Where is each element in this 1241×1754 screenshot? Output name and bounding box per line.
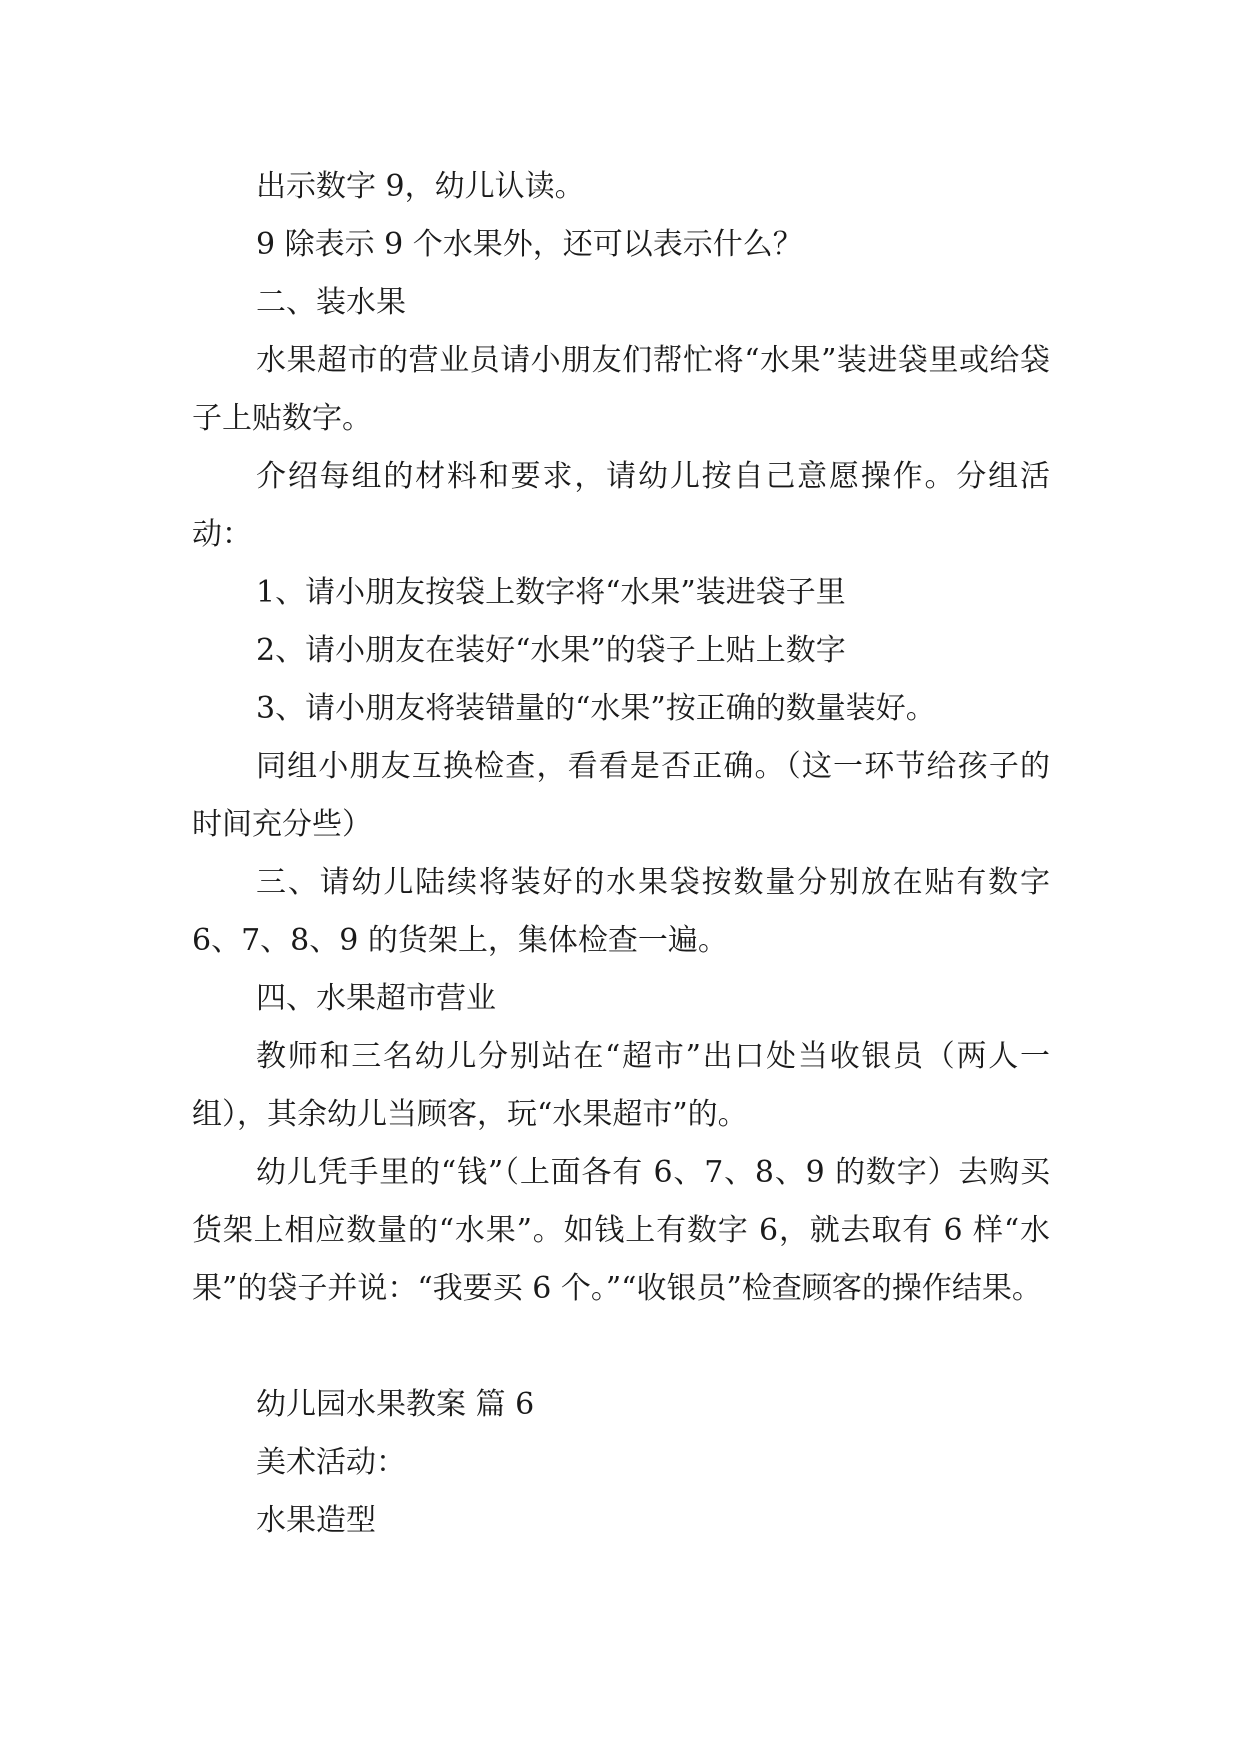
activity-type: 美术活动： bbox=[256, 1445, 406, 1480]
activity-name: 水果造型 bbox=[256, 1503, 376, 1538]
paragraph-question: 9 除表示 9 个水果外，还可以表示什么？ bbox=[256, 227, 803, 262]
section-heading-supermarket: 四、水果超市营业 bbox=[256, 981, 496, 1016]
list-item-3: 3、请小朋友将装错量的“水果”按正确的数量装好。 bbox=[256, 691, 936, 726]
section-heading-pack-fruit: 二、装水果 bbox=[256, 285, 406, 320]
paragraph-buying: 幼儿凭手里的“钱”（上面各有 6、7、8、9 的数字）去购买货架上相应数量的“水果”。如钱上有数字 6，就去取有 6 样“水果”的袋子并说：“我要买 6 个。”“收银员”检查顾客的操作结果。 bbox=[192, 1155, 1050, 1306]
paragraph-cashier: 教师和三名幼儿分别站在“超市”出口处当收银员（两人一组），其余幼儿当顾客，玩“水果超市”的。 bbox=[192, 1039, 1050, 1132]
paragraph-group-intro: 介绍每组的材料和要求，请幼儿按自己意愿操作。分组活动： bbox=[192, 459, 1050, 552]
paragraph-show-number: 出示数字 9，幼儿认读。 bbox=[256, 169, 585, 204]
list-item-2: 2、请小朋友在装好“水果”的袋子上贴上数字 bbox=[256, 633, 846, 668]
section-heading-shelves: 三、请幼儿陆续将装好的水果袋按数量分别放在贴有数字 6、7、8、9 的货架上，集体检查一遍。 bbox=[192, 865, 1050, 958]
lesson-title: 幼儿园水果教案 篇 6 bbox=[256, 1387, 535, 1422]
paragraph-peer-check: 同组小朋友互换检查，看看是否正确。（这一环节给孩子的时间充分些） bbox=[192, 749, 1050, 842]
paragraph-clerk-request: 水果超市的营业员请小朋友们帮忙将“水果”装进袋里或给袋子上贴数字。 bbox=[192, 343, 1050, 436]
list-item-1: 1、请小朋友按袋上数字将“水果”装进袋子里 bbox=[256, 575, 846, 610]
